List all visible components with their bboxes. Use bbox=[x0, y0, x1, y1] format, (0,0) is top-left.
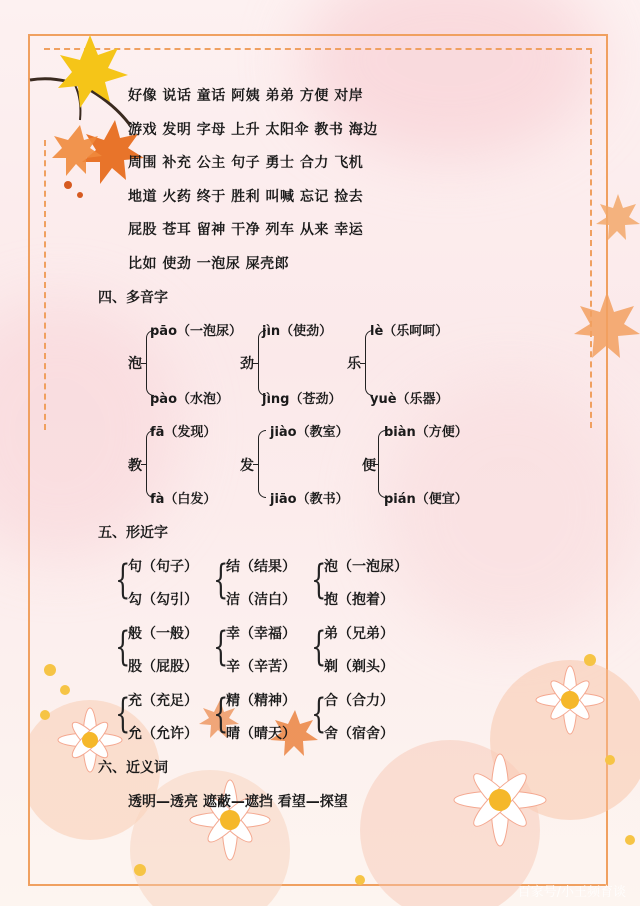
bracket bbox=[365, 330, 373, 396]
reading-top: jìn（使劲） bbox=[262, 324, 333, 339]
char-top: 结（结果） bbox=[226, 559, 296, 575]
bracket bbox=[258, 430, 266, 498]
reading-bottom: pào（水泡） bbox=[150, 392, 230, 407]
char-bottom: 舍（宿舍） bbox=[324, 726, 394, 742]
char-top: 般（一般） bbox=[128, 626, 198, 642]
word-line: 地道 火药 终于 胜利 叫喊 忘记 捡去 bbox=[128, 189, 364, 205]
word-line: 屁股 苍耳 留神 干净 列车 从来 幸运 bbox=[128, 222, 364, 238]
bracket: { bbox=[213, 624, 229, 670]
section-title-similar-chars: 五、形近字 bbox=[98, 525, 168, 541]
bracket: { bbox=[115, 691, 131, 737]
word-line: 周围 补充 公主 句子 勇士 合力 飞机 bbox=[128, 155, 364, 171]
bracket: { bbox=[213, 691, 229, 737]
reading-top: pāo（一泡尿） bbox=[150, 324, 243, 339]
section-title-polyphones: 四、多音字 bbox=[98, 290, 168, 306]
bracket: { bbox=[213, 557, 229, 603]
reading-top: lè（乐呵呵） bbox=[370, 324, 449, 339]
reading-top: biàn（方便） bbox=[384, 425, 468, 440]
reading-top: fā（发现） bbox=[150, 425, 217, 440]
reading-top: jiào（教室） bbox=[270, 425, 349, 440]
maple-leaf-right bbox=[574, 290, 640, 360]
polyphone-char: 劲 bbox=[240, 356, 254, 372]
word-line: 游戏 发明 字母 上升 太阳伞 教书 海边 bbox=[128, 122, 378, 138]
char-top: 合（合力） bbox=[324, 693, 394, 709]
word-line: 比如 使劲 一泡尿 屎壳郎 bbox=[128, 256, 290, 272]
reading-bottom: fà（白发） bbox=[150, 492, 217, 507]
char-bottom: 股（屁股） bbox=[128, 659, 198, 675]
reading-bottom: jìng（苍劲） bbox=[262, 392, 342, 407]
char-top: 幸（幸福） bbox=[226, 626, 296, 642]
section-title-synonyms: 六、近义词 bbox=[98, 760, 168, 776]
char-bottom: 剃（剃头） bbox=[324, 659, 394, 675]
reading-bottom: pián（便宜） bbox=[384, 492, 468, 507]
bracket: { bbox=[311, 691, 327, 737]
polyphone-char: 乐 bbox=[347, 356, 361, 372]
reading-bottom: jiāo（教书） bbox=[270, 492, 349, 507]
bracket: { bbox=[311, 557, 327, 603]
polyphone-char: 便 bbox=[362, 458, 376, 474]
polyphone-char: 教 bbox=[128, 458, 142, 474]
bracket bbox=[146, 330, 154, 396]
polyphone-char: 泡 bbox=[128, 356, 142, 372]
char-bottom: 允（允许） bbox=[128, 726, 198, 742]
bracket: { bbox=[311, 624, 327, 670]
synonym-list: 透明—透亮 遮蔽—遮挡 看望—探望 bbox=[128, 794, 348, 810]
reading-bottom: yuè（乐器） bbox=[370, 392, 449, 407]
char-bottom: 勾（勾引） bbox=[128, 592, 198, 608]
char-top: 充（充足） bbox=[128, 693, 198, 709]
bracket: { bbox=[115, 557, 131, 603]
char-bottom: 晴（晴天） bbox=[226, 726, 296, 742]
char-bottom: 辛（辛苦） bbox=[226, 659, 296, 675]
bracket bbox=[258, 330, 266, 396]
char-bottom: 抱（抱着） bbox=[324, 592, 394, 608]
watermark: 百家号/小王频育谈 bbox=[517, 885, 626, 900]
word-line: 好像 说话 童话 阿姨 弟弟 方便 对岸 bbox=[128, 88, 364, 104]
char-top: 精（精神） bbox=[226, 693, 296, 709]
char-top: 泡（一泡尿） bbox=[324, 559, 408, 575]
polyphone-char: 发 bbox=[240, 458, 254, 474]
char-bottom: 洁（洁白） bbox=[226, 592, 296, 608]
char-top: 弟（兄弟） bbox=[324, 626, 394, 642]
bracket: { bbox=[115, 624, 131, 670]
maple-leaf-right bbox=[596, 192, 640, 242]
char-top: 句（句子） bbox=[128, 559, 198, 575]
